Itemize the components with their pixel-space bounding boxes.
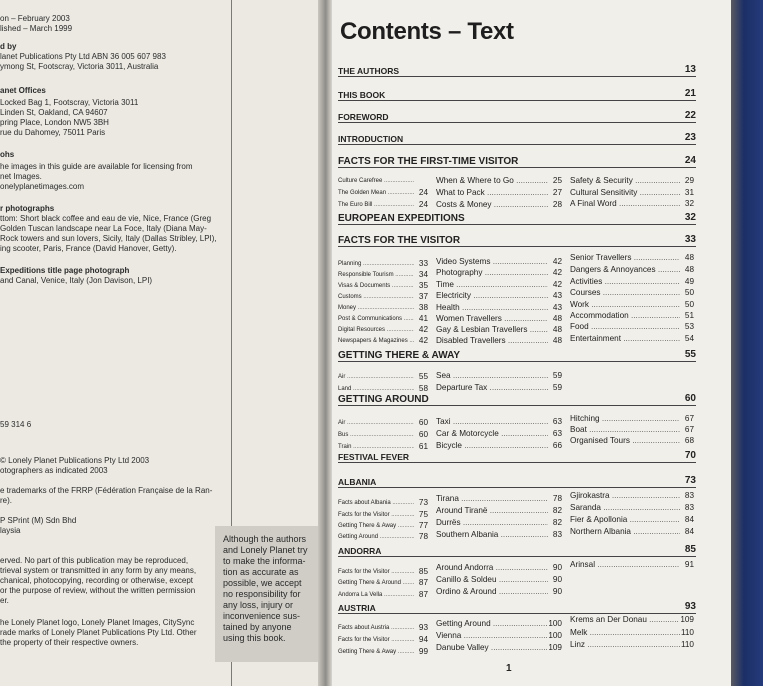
toc-entry-label: Senior Travellers ..... <box>570 253 680 263</box>
section-page: 22 <box>684 110 696 121</box>
toc-entry-page: 90 <box>552 575 562 584</box>
toc-entry-label: Facts about Albania ..... <box>338 498 414 508</box>
toc-entry-label: Hitching ..... <box>570 414 680 424</box>
toc-entry-page: 110 <box>680 640 694 649</box>
toc-entry-label: Land ..... <box>338 384 414 394</box>
toc-entry-label: Facts for the Visitor ..... <box>338 567 414 577</box>
section-page: 23 <box>684 132 696 143</box>
toc-entry-page: 32 <box>684 199 694 208</box>
toc-entry-page: 42 <box>552 257 562 266</box>
toc-entry-label: Linz ..... <box>570 640 680 650</box>
toc-entry-page: 48 <box>552 336 562 345</box>
toc-entry-page: 43 <box>552 303 562 312</box>
toc-entry-page: 42 <box>418 325 428 334</box>
toc-entry-label: Cultural Sensitivity ..... <box>570 188 680 198</box>
toc-entry-label: Fier & Apollonia ..... <box>570 515 680 525</box>
toc-entry-page: 58 <box>418 384 428 393</box>
section-name: ALBANIA <box>338 477 377 487</box>
toc-entry-page: 84 <box>684 515 694 524</box>
section-name: GETTING AROUND <box>338 394 429 405</box>
toc-entry-page: 59 <box>552 383 562 392</box>
toc-entry-page: 63 <box>552 417 562 426</box>
toc-entry-label: Around Andorra ..... <box>436 563 548 573</box>
toc-entry-page: 27 <box>552 188 562 197</box>
toc-entry-page: 24 <box>418 188 428 197</box>
section-heading[interactable] <box>338 234 696 247</box>
toc-entry-page: 93 <box>418 623 428 632</box>
toc-entry-label: A Final Word ..... <box>570 199 680 209</box>
toc-entry-page: 25 <box>552 176 562 185</box>
toc-entry-label: Around Tiranë ..... <box>436 506 548 516</box>
toc-entry-page: 75 <box>418 510 428 519</box>
imprint-line: pring Place, London NW5 3BH <box>0 118 109 127</box>
toc-entry-label: Electricity ..... <box>436 291 548 301</box>
imprint-line: © Lonely Planet Publications Pty Ltd 2003 <box>0 456 150 465</box>
toc-entry-label: Saranda ..... <box>570 503 680 513</box>
imprint-line: er. <box>0 596 9 605</box>
imprint-heading: Expeditions title page photograph <box>0 266 130 275</box>
section-page: 70 <box>684 450 696 461</box>
toc-entry-label: Facts for the Visitor ..... <box>338 635 414 645</box>
toc-entry-label: Boat ..... <box>570 425 680 435</box>
toc-entry-page: 60 <box>418 430 428 439</box>
imprint-line: onelyplanetimages.com <box>0 182 85 191</box>
imprint-line: e trademarks of the FRRP (Fédération Française de la Ran- <box>0 486 213 495</box>
toc-entry-label: Bicycle ..... <box>436 441 548 451</box>
toc-entry-label: Danube Valley ..... <box>436 643 548 653</box>
imprint-line: P SPrint (M) Sdn Bhd <box>0 516 77 525</box>
section-heading[interactable] <box>338 155 696 168</box>
toc-entry-label: The Euro Bill ..... <box>338 200 414 210</box>
toc-entry-page: 24 <box>418 200 428 209</box>
toc-entry-page: 78 <box>552 494 562 503</box>
imprint-line: trieval system or transmitted in any form by any means, <box>0 566 197 575</box>
section-page: 21 <box>684 88 696 99</box>
section-name: ANDORRA <box>338 546 382 556</box>
toc-entry-page: 51 <box>684 311 694 320</box>
toc-entry-label: Disabled Travellers ..... <box>436 336 548 346</box>
toc-entry-page: 31 <box>684 188 694 197</box>
section-page: 32 <box>684 212 696 223</box>
toc-entry-page: 55 <box>418 372 428 381</box>
imprint-line: laysia <box>0 526 21 535</box>
toc-entry-page: 48 <box>552 325 562 334</box>
toc-entry-page: 60 <box>418 418 428 427</box>
toc-entry-label: Organised Tours ..... <box>570 436 680 446</box>
toc-entry-label: Visas & Documents ..... <box>338 281 414 291</box>
toc-entry-label: Digital Resources ..... <box>338 325 414 335</box>
imprint-line: ttom: Short black coffee and eau de vie, Nice, France (Greg <box>0 214 212 223</box>
section-heading[interactable] <box>338 393 696 406</box>
toc-entry-label: Responsible Tourism ..... <box>338 270 414 280</box>
toc-entry-page: 61 <box>418 442 428 451</box>
imprint-heading: r photographs <box>0 204 55 213</box>
section-page: 33 <box>684 234 696 245</box>
imprint-line: rade marks of Lonely Planet Publications Pty Ltd. Other <box>0 628 197 637</box>
toc-entry-label: Photography ..... <box>436 268 548 278</box>
disclaimer-line: tained by anyone <box>223 622 292 632</box>
toc-entry-label: Gay & Lesbian Travellers ..... <box>436 325 548 335</box>
imprint-line: chanical, photocopying, recording or otherwise, except <box>0 576 193 585</box>
imprint-line: lanet Publications Pty Ltd ABN 36 005 607 983 <box>0 52 166 61</box>
toc-entry-page: 50 <box>684 288 694 297</box>
imprint-line: ing scooter, Paris, France (David Hanover, Getty). <box>0 244 177 253</box>
toc-entry-page: 35 <box>418 281 428 290</box>
section-heading[interactable] <box>338 132 696 145</box>
imprint-line: otographers as indicated 2003 <box>0 466 108 475</box>
contents-title: Contents – Text <box>340 18 514 45</box>
toc-entry-page: 42 <box>418 336 428 345</box>
imprint-line: erved. No part of this publication may be reproduced, <box>0 556 189 565</box>
disclaimer-line: any loss, injury or <box>223 600 294 610</box>
toc-entry-label: Women Travellers ..... <box>436 314 548 324</box>
imprint-line: 59 314 6 <box>0 420 32 429</box>
disclaimer-line: possible, we accept <box>223 578 302 588</box>
toc-entry-label: Customs ..... <box>338 292 414 302</box>
toc-entry-page: 90 <box>552 587 562 596</box>
section-heading[interactable] <box>338 88 696 101</box>
toc-entry-label: Money ..... <box>338 303 414 313</box>
disclaimer-line: inconvenience sus- <box>223 611 301 621</box>
toc-entry-label: Melk ..... <box>570 628 680 638</box>
disclaimer-line: to make the informa- <box>223 556 306 566</box>
imprint-line: he Lonely Planet logo, Lonely Planet Images, CitySync <box>0 618 195 627</box>
imprint-line: net Images. <box>0 172 42 181</box>
imprint-heading: anet Offices <box>0 86 46 95</box>
toc-entry-label: Tirana ..... <box>436 494 548 504</box>
toc-entry-page: 85 <box>418 567 428 576</box>
section-page: 55 <box>684 349 696 360</box>
section-heading[interactable] <box>338 544 696 557</box>
toc-entry-page: 83 <box>684 491 694 500</box>
section-heading[interactable] <box>338 212 696 225</box>
toc-entry-label: Activities ..... <box>570 277 680 287</box>
section-name: EUROPEAN EXPEDITIONS <box>338 213 465 224</box>
toc-entry-label: When & Where to Go ..... <box>436 176 548 186</box>
toc-entry-page: 82 <box>552 518 562 527</box>
toc-entry-label: Getting There & Away ..... <box>338 521 414 531</box>
imprint-line: Golden Tuscan landscape near La Foce, Italy (Diana May- <box>0 224 207 233</box>
toc-entry-page: 84 <box>684 527 694 536</box>
imprint-line: he images in this guide are available for licensing from <box>0 162 193 171</box>
imprint-line: re). <box>0 496 12 505</box>
toc-entry-page: 50 <box>684 300 694 309</box>
toc-entry-label: Health ..... <box>436 303 548 313</box>
toc-entry-label: Newspapers & Magazines ..... <box>338 336 414 346</box>
toc-entry-label: Northern Albania ..... <box>570 527 680 537</box>
section-heading[interactable] <box>338 110 696 123</box>
toc-entry-page: 48 <box>684 265 694 274</box>
toc-entry-page: 67 <box>684 425 694 434</box>
section-name: THE AUTHORS <box>338 66 400 76</box>
imprint-line: lished – March 1999 <box>0 24 73 33</box>
imprint-line: Linden St, Oakland, CA 94607 <box>0 108 108 117</box>
toc-entry-label: Dangers & Annoyances ..... <box>570 265 680 275</box>
toc-entry-page: 99 <box>418 647 428 656</box>
toc-entry-label: Sea ..... <box>436 371 548 381</box>
imprint-line: the property of their respective owners. <box>0 638 139 647</box>
toc-entry-page: 66 <box>552 441 562 450</box>
section-name: AUSTRIA <box>338 603 376 613</box>
toc-entry-label: Video Systems ..... <box>436 257 548 267</box>
toc-entry-label: Taxi ..... <box>436 417 548 427</box>
toc-entry-page: 28 <box>552 200 562 209</box>
section-page: 13 <box>684 64 696 75</box>
toc-entry-page: 73 <box>418 498 428 507</box>
toc-entry-label: Durrës ..... <box>436 518 548 528</box>
toc-entry-label: Planning ..... <box>338 259 414 269</box>
section-name: GETTING THERE & AWAY <box>338 350 461 361</box>
toc-entry-page: 42 <box>552 268 562 277</box>
toc-entry-label: Bus ..... <box>338 430 414 440</box>
disclaimer-line: no responsibility for <box>223 589 301 599</box>
toc-entry-label: Getting Around ..... <box>436 619 548 629</box>
toc-entry-label: Facts for the Visitor ..... <box>338 510 414 520</box>
toc-entry-page: 49 <box>684 277 694 286</box>
toc-entry-page: 53 <box>684 322 694 331</box>
section-heading[interactable] <box>338 601 696 614</box>
toc-entry-label: Canillo & Soldeu ..... <box>436 575 548 585</box>
imprint-line: ymong St, Footscray, Victoria 3011, Australia <box>0 62 159 71</box>
toc-entry-label: Departure Tax ..... <box>436 383 548 393</box>
toc-entry-page: 110 <box>680 628 694 637</box>
imprint-heading: ohs <box>0 150 15 159</box>
toc-entry-page: 109 <box>548 643 562 652</box>
toc-entry-label: Accommodation ..... <box>570 311 680 321</box>
toc-entry-page: 100 <box>548 619 562 628</box>
toc-entry-page: 67 <box>684 414 694 423</box>
section-page: 73 <box>684 475 696 486</box>
section-heading[interactable] <box>338 475 696 488</box>
toc-entry-label: Getting There & Away ..... <box>338 647 414 657</box>
section-name: INTRODUCTION <box>338 134 404 144</box>
toc-entry-label: Post & Communications ..... <box>338 314 414 324</box>
toc-entry-label: Car & Motorcycle ..... <box>436 429 548 439</box>
section-heading[interactable] <box>338 450 696 463</box>
toc-entry-page: 48 <box>552 314 562 323</box>
toc-entry-page: 42 <box>552 280 562 289</box>
toc-entry-page: 90 <box>552 563 562 572</box>
toc-entry-label: Facts about Austria ..... <box>338 623 414 633</box>
disclaimer-line: Although the authors <box>223 534 307 544</box>
section-name: FESTIVAL FEVER <box>338 452 410 462</box>
page-number: 1 <box>506 663 512 674</box>
toc-entry-label: Gjirokastra ..... <box>570 491 680 501</box>
toc-entry-label: Train ..... <box>338 442 414 452</box>
imprint-line: or the purpose of review, without the written permission <box>0 586 196 595</box>
disclaimer-line: and Lonely Planet try <box>223 545 308 555</box>
section-name: FOREWORD <box>338 112 389 122</box>
section-heading[interactable] <box>338 64 696 77</box>
section-heading[interactable] <box>338 349 696 362</box>
toc-entry-label: Arinsal ..... <box>570 560 680 570</box>
imprint-line: Rock towers and sun lovers, Sicily, Italy (Dallas Stribley, LPI), <box>0 234 217 243</box>
toc-entry-page: 41 <box>418 314 428 323</box>
toc-entry-page: 100 <box>548 631 562 640</box>
imprint-heading: d by <box>0 42 17 51</box>
section-page: 85 <box>684 544 696 555</box>
section-name: FACTS FOR THE VISITOR <box>338 235 461 246</box>
toc-entry-page: 82 <box>552 506 562 515</box>
toc-entry-label: Courses ..... <box>570 288 680 298</box>
toc-entry-page: 54 <box>684 334 694 343</box>
toc-entry-label: Getting There & Around ..... <box>338 578 414 588</box>
toc-entry-page: 63 <box>552 429 562 438</box>
toc-entry-page: 29 <box>684 176 694 185</box>
toc-entry-label: Air ..... <box>338 418 414 428</box>
toc-entry-page: 77 <box>418 521 428 530</box>
toc-entry-page: 83 <box>552 530 562 539</box>
toc-entry-page: 109 <box>680 615 694 624</box>
toc-entry-page: 37 <box>418 292 428 301</box>
section-name: THIS BOOK <box>338 90 386 100</box>
disclaimer-box <box>215 526 318 662</box>
toc-entry-page: 59 <box>552 371 562 380</box>
toc-entry-page: 38 <box>418 303 428 312</box>
toc-entry-page: 87 <box>418 578 428 587</box>
toc-entry-label: Vienna ..... <box>436 631 548 641</box>
toc-entry-label: Culture Carefree ..... <box>338 176 414 186</box>
toc-entry-page: 94 <box>418 635 428 644</box>
imprint-line: Locked Bag 1, Footscray, Victoria 3011 <box>0 98 139 107</box>
toc-entry-label: Ordino & Around ..... <box>436 587 548 597</box>
toc-entry-page: 33 <box>418 259 428 268</box>
toc-entry-label: Food ..... <box>570 322 680 332</box>
toc-entry-label: Krems an Der Donau ..... <box>570 615 680 625</box>
toc-entry-page: 43 <box>552 291 562 300</box>
disclaimer-line: using this book. <box>223 633 286 643</box>
imprint-line: on – February 2003 <box>0 14 70 23</box>
toc-entry-label: Safety & Security ..... <box>570 176 680 186</box>
toc-entry-label: Andorra La Vella ..... <box>338 590 414 600</box>
toc-entry-label: Entertainment ..... <box>570 334 680 344</box>
toc-entry-page: 87 <box>418 590 428 599</box>
toc-entry-label: What to Pack ..... <box>436 188 548 198</box>
imprint-line: rue du Dahomey, 75011 Paris <box>0 128 106 137</box>
book-cover-edge <box>731 0 763 686</box>
toc-entry-label: Getting Around ..... <box>338 532 414 542</box>
toc-entry-page: 78 <box>418 532 428 541</box>
toc-entry-label: Air ..... <box>338 372 414 382</box>
section-name: FACTS FOR THE FIRST-TIME VISITOR <box>338 156 519 167</box>
toc-entry-page: 48 <box>684 253 694 262</box>
toc-entry-label: Work ..... <box>570 300 680 310</box>
toc-entry-label: The Golden Mean ..... <box>338 188 414 198</box>
section-page: 93 <box>684 601 696 612</box>
toc-entry-page: 34 <box>418 270 428 279</box>
toc-entry-label: Southern Albania ..... <box>436 530 548 540</box>
toc-entry-page: 83 <box>684 503 694 512</box>
imprint-line: and Canal, Venice, Italy (Jon Davison, LPI) <box>0 276 153 285</box>
section-page: 60 <box>684 393 696 404</box>
section-page: 24 <box>684 155 696 166</box>
book-gutter <box>318 0 332 686</box>
toc-entry-page: 91 <box>684 560 694 569</box>
toc-entry-label: Time ..... <box>436 280 548 290</box>
toc-entry-page: 68 <box>684 436 694 445</box>
disclaimer-line: tion as accurate as <box>223 567 299 577</box>
toc-entry-label: Costs & Money ..... <box>436 200 548 210</box>
